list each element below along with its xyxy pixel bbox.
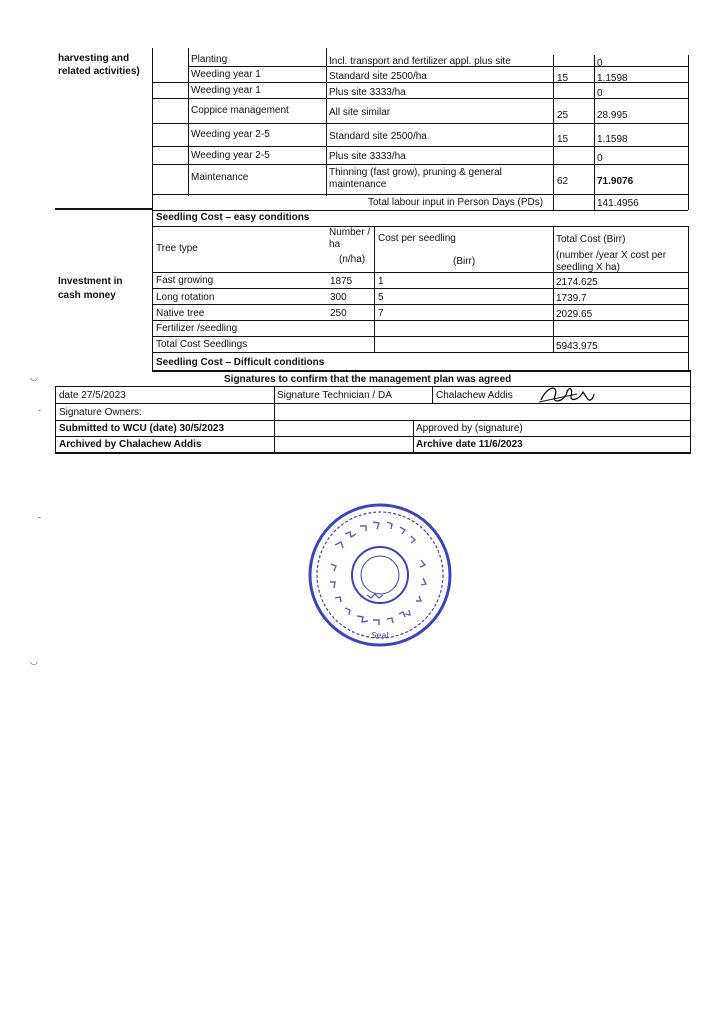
seedling-easy-title: Seedling Cost – easy conditions [156,212,310,223]
seedling-total: 2174.625 [556,277,598,288]
seedling-difficult-title: Seedling Cost – Difficult conditions [156,357,325,368]
header-total: seedling X ha) [556,262,620,273]
technician-name: Chalachew Addis [436,390,513,401]
official-stamp-icon [305,500,455,650]
handwritten-signature-icon [537,382,595,408]
labour-description: Standard site 2500/ha [329,131,427,142]
scan-mark: - [38,512,41,522]
labour-activity: Coppice management [191,105,289,116]
signature-date: date 27/5/2023 [59,390,126,401]
seedling-total-label: Total Cost Seedlings [156,339,248,350]
labour-activity: Maintenance [191,172,249,183]
seedling-cost: 1 [378,276,384,287]
scan-mark: ◡ [30,656,38,666]
labour-value: 1.1598 [597,134,628,145]
total-labour-label: Total labour input in Person Days (PDs) [368,197,544,208]
seedling-number: 300 [330,292,347,303]
labour-days: 25 [557,110,569,121]
labour-description: maintenance [329,179,387,190]
seedling-number: 250 [330,308,347,319]
harvesting-label-2: related activities) [58,66,140,77]
seedling-type: Fertilizer /seedling [156,323,238,334]
header-number: ha [329,239,341,250]
investment-label-1: Investment in [58,276,123,287]
archived-by: Archived by Chalachew Addis [59,439,202,450]
labour-description: Incl. transport and fertilizer appl. plus site [329,56,511,67]
labour-value: 0 [597,88,603,99]
harvesting-label-1: harvesting and [58,53,130,64]
labour-value: 71.9076 [597,176,634,187]
header-cost: (Birr) [453,256,476,267]
labour-value: 0 [597,58,603,69]
header-total: (number /year X cost per [556,250,667,261]
seedling-number: 1875 [330,276,353,287]
labour-days: 15 [557,134,569,145]
labour-activity: Planting [191,54,228,65]
labour-activity: Weeding year 1 [191,85,261,96]
labour-value: 28.995 [597,110,628,121]
labour-description: Standard site 2500/ha [329,71,427,82]
seedling-total-value: 5943.975 [556,341,598,352]
seedling-type: Native tree [156,308,205,319]
seedling-cost: 7 [378,308,384,319]
labour-description: Plus site 3333/ha [329,87,406,98]
labour-activity: Weeding year 2-5 [191,129,270,140]
scan-mark: - [38,405,41,415]
labour-description: All site similar [329,107,391,118]
labour-days: 15 [557,73,569,84]
signatures-title: Signatures to confirm that the management plan was agreed [224,374,512,385]
labour-activity: Weeding year 2-5 [191,150,270,161]
labour-value: 1.1598 [597,73,628,84]
seedling-cost: 5 [378,292,384,303]
header-number: Number / [329,227,371,238]
stamp-text: Seal [371,631,389,640]
labour-activity: Weeding year 1 [191,69,261,80]
labour-days: 62 [557,176,569,187]
total-labour-value: 141.4956 [597,198,639,209]
investment-label-2: cash money [58,290,116,301]
labour-description: Thinning (fast grow), pruning & general [329,167,502,178]
submitted-text: Submitted to WCU (date) 30/5/2023 [59,423,225,434]
seedling-total: 1739.7 [556,293,587,304]
signature-owners: Signature Owners: [59,407,142,418]
header-tree-type: Tree type [156,243,198,254]
archive-date: Archive date 11/6/2023 [416,439,523,450]
seedling-total: 2029.65 [556,309,593,320]
submitted-date [59,423,224,434]
seedling-type: Long rotation [156,292,215,303]
header-total: Total Cost (Birr) [556,234,626,245]
header-number: (n/ha) [339,254,366,265]
header-cost: Cost per seedling [378,233,456,244]
signature-technician-label: Signature Technician / DA [277,390,392,401]
labour-value: 0 [597,153,603,164]
labour-description: Plus site 3333/ha [329,151,406,162]
scan-mark: ◡ [30,372,38,382]
approved-label: Approved by (signature) [416,423,523,434]
seedling-type: Fast growing [156,275,214,286]
